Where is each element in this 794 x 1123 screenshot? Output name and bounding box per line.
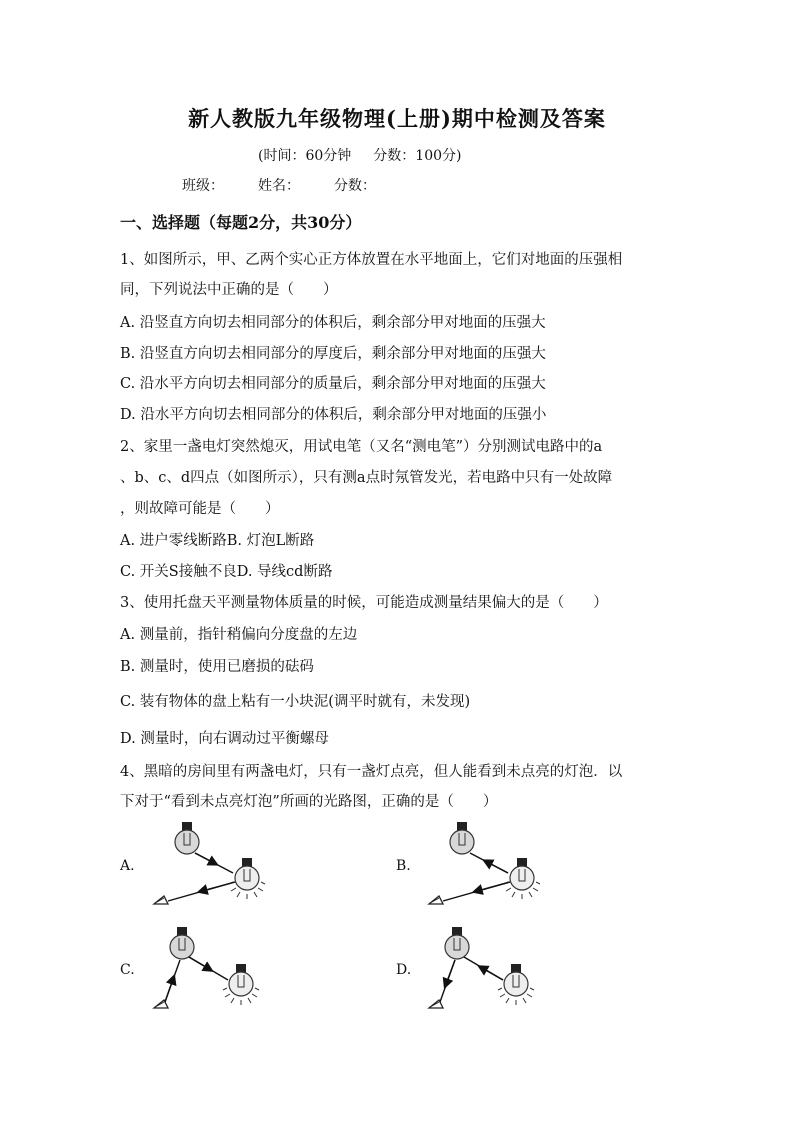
q1-stem-line2: 同，下列说法中正确的是（ ）	[120, 282, 338, 298]
lit-bulb-icon	[229, 858, 265, 899]
q4-figure-b	[415, 815, 555, 915]
q4-figure-c	[140, 922, 280, 1022]
q2-stem-line2: 、b、c、d四点（如图所示），只有测a点时氖管发光，若电路中只有一处故障	[120, 470, 613, 486]
q4-option-c-label: C.	[120, 962, 135, 978]
lit-bulb-icon	[223, 964, 259, 1005]
q3-stem: 3、使用托盘天平测量物体质量的时候，可能造成测量结果偏大的是（ ）	[120, 595, 608, 611]
q3-option-b: B. 测量时，使用已磨损的砝码	[120, 659, 314, 675]
time-info: (时间：60分钟	[258, 148, 352, 164]
page-title: 新人教版九年级物理(上册)期中检测及答案	[188, 106, 606, 131]
q1-option-c: C. 沿水平方向切去相同部分的质量后，剩余部分甲对地面的压强大	[120, 376, 546, 392]
q2-stem-line3: ，则故障可能是（ ）	[120, 501, 280, 517]
q1-option-b: B. 沿竖直方向切去相同部分的厚度后，剩余部分甲对地面的压强大	[120, 346, 546, 362]
unlit-bulb-icon	[170, 927, 194, 959]
q1-option-a: A. 沿竖直方向切去相同部分的体积后，剩余部分甲对地面的压强大	[120, 315, 546, 331]
q3-option-d: D. 测量时，向右调动过平衡螺母	[120, 731, 329, 747]
q2-stem-line1: 2、家里一盏电灯突然熄灭，用试电笔（又名“测电笔”）分别测试电路中的a	[120, 439, 603, 455]
q2-options-cd: C. 开关S接触不良D. 导线cd断路	[120, 564, 333, 580]
class-label: 班级：	[182, 178, 224, 194]
q4-option-d-label: D.	[396, 962, 412, 978]
exam-meta	[258, 145, 461, 165]
score-info: 分数：100分)	[373, 148, 462, 164]
q1-stem-line1: 1、如图所示，甲、乙两个实心正方体放置在水平地面上，它们对地面的压强相	[120, 252, 623, 268]
q4-stem-line2: 下对于“看到未点亮灯泡”所画的光路图，正确的是（ ）	[120, 794, 498, 810]
points-label: 分数：	[334, 178, 376, 194]
q1-option-d: D. 沿水平方向切去相同部分的体积后，剩余部分甲对地面的压强小	[120, 407, 547, 423]
section-heading: 一、选择题（每题2分，共30分）	[120, 213, 362, 232]
q3-option-c: C. 装有物体的盘上粘有一小块泥(调平时就有，未发现)	[120, 694, 471, 710]
q4-figure-d	[415, 922, 555, 1022]
q4-stem-line1: 4、黑暗的房间里有两盏电灯，只有一盏灯点亮，但人能看到未点亮的灯泡．以	[120, 764, 623, 780]
q4-figure-a	[140, 815, 280, 915]
eye-icon	[154, 896, 168, 904]
lit-bulb-icon	[498, 964, 534, 1005]
student-info	[182, 175, 376, 195]
lit-bulb-icon	[504, 858, 540, 899]
unlit-bulb-icon	[450, 822, 474, 854]
q4-option-b-label: B.	[396, 858, 411, 874]
q4-option-a-label: A.	[120, 858, 135, 874]
eye-icon	[429, 896, 443, 904]
name-label: 姓名：	[258, 178, 300, 194]
q3-option-a: A. 测量前，指针稍偏向分度盘的左边	[120, 627, 358, 643]
unlit-bulb-icon	[175, 822, 199, 854]
q2-options-ab: A. 进户零线断路B. 灯泡L断路	[120, 533, 315, 549]
unlit-bulb-icon	[445, 927, 469, 959]
